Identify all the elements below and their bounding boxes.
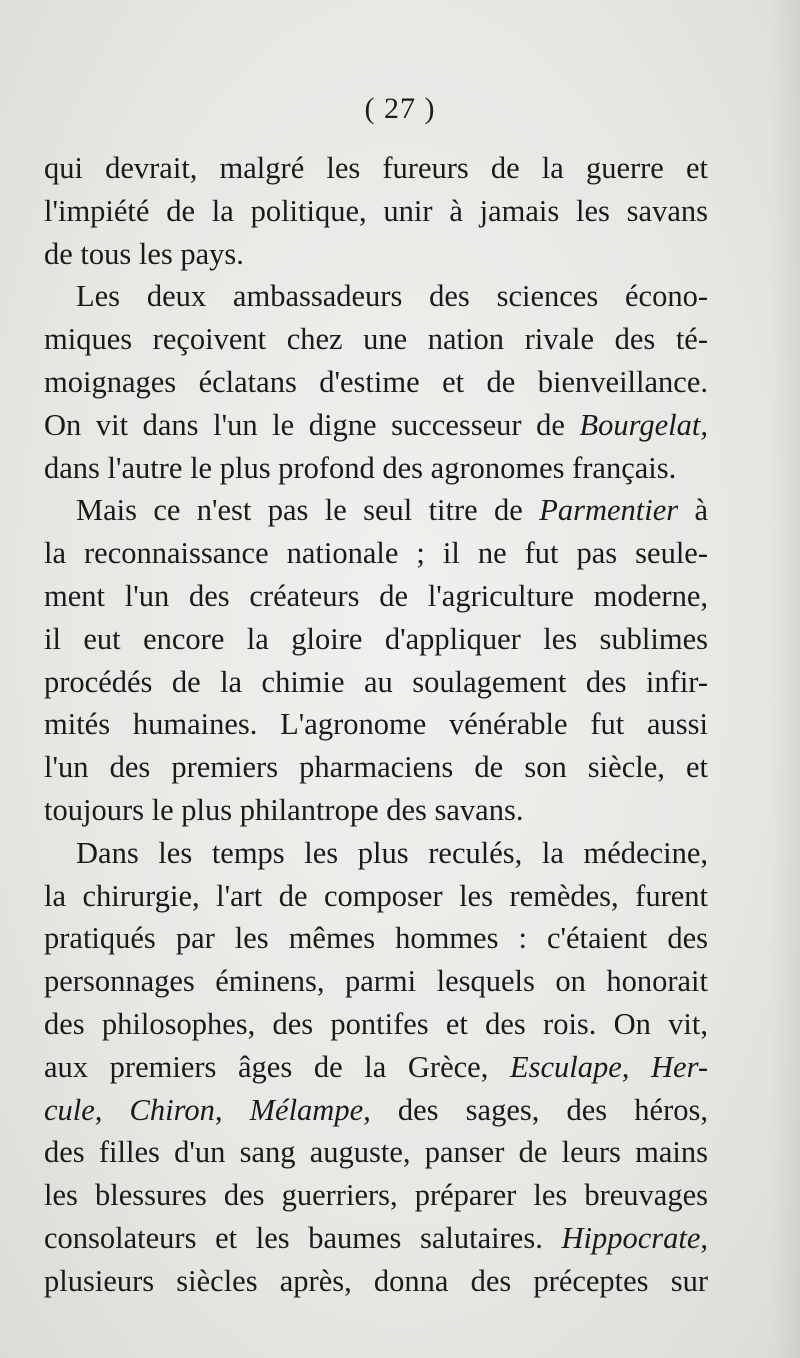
page-number: ( 27 ) [364, 92, 436, 125]
text-line [44, 275, 708, 318]
text-line [44, 361, 708, 404]
text-line [44, 960, 708, 1003]
text-span: toujours le plus philantrope des savans. [44, 792, 524, 827]
text-span: des sages, des héros, [370, 1092, 708, 1127]
text-line [44, 1217, 708, 1260]
italic-text-span: cule, Chiron, Mélampe, [44, 1092, 371, 1127]
text-span: Dans les temps les plus reculés, la médecine, [76, 835, 708, 870]
text-line [44, 1174, 708, 1217]
text-span: l'un des premiers pharmaciens de son siècle, et [44, 750, 708, 785]
text-line [44, 1089, 708, 1132]
text-span: les blessures des guerriers, préparer les breuvages [44, 1178, 708, 1213]
text-span: miques reçoivent chez une nation rivale des té- [44, 322, 708, 357]
text-line [44, 746, 708, 789]
text-span: personnages éminens, parmi lesquels on honorait [44, 964, 708, 999]
text-span: qui devrait, malgré les fureurs de la guerre et [44, 151, 708, 185]
text-line [44, 147, 708, 190]
text-span: il eut encore la gloire d'appliquer les sublimes [44, 621, 708, 656]
text-line [44, 1003, 708, 1046]
text-span: moignages éclatans d'estime et de bienveillance. [44, 364, 708, 399]
page-edge-shadow [770, 0, 800, 1358]
text-line [44, 917, 708, 960]
text-span: ment l'un des créateurs de l'agriculture moderne, [44, 578, 708, 613]
text-line [44, 661, 708, 704]
italic-text-span: Bourgelat, [579, 407, 708, 442]
text-span: On vit dans l'un le digne successeur de [44, 407, 580, 442]
text-line [44, 703, 708, 746]
text-line [44, 1131, 708, 1174]
italic-text-span: Parmentier [539, 493, 679, 528]
text-line [44, 875, 708, 918]
body-text [44, 147, 708, 1303]
text-span: à [678, 493, 708, 528]
text-line [44, 190, 708, 233]
text-span: la chirurgie, l'art de composer les remèdes, furent [44, 878, 708, 913]
text-line [44, 1260, 708, 1303]
text-line [44, 575, 708, 618]
text-line [44, 233, 708, 276]
text-line [44, 489, 708, 532]
text-span: dans l'autre le plus profond des agronomes français. [44, 450, 677, 485]
italic-text-span: Hippocrate, [561, 1220, 708, 1255]
text-span: des filles d'un sang auguste, panser de leurs mains [44, 1135, 708, 1170]
text-span: la reconnaissance nationale ; il ne fut pas seule- [44, 536, 708, 571]
text-span: procédés de la chimie au soulagement des infir- [44, 664, 708, 699]
text-line [44, 404, 708, 447]
text-line [44, 618, 708, 661]
text-span: mités humaines. L'agronome vénérable fut aussi [44, 707, 708, 742]
text-span: l'impiété de la politique, unir à jamais les savans [44, 193, 708, 228]
text-span: de tous les pays. [44, 236, 244, 271]
text-line [44, 447, 708, 490]
text-line [44, 318, 708, 361]
text-span: pratiqués par les mêmes hommes : c'étaient des [44, 921, 708, 956]
text-span: aux premiers âges de la Grèce, [44, 1049, 510, 1084]
italic-text-span: Esculape, Her- [509, 1049, 709, 1084]
text-line [44, 1046, 708, 1089]
text-span: Mais ce n'est pas le seul titre de [76, 493, 540, 528]
text-span: Les deux ambassadeurs des sciences écono- [76, 279, 708, 314]
text-line [44, 832, 708, 875]
text-span: des philosophes, des pontifes et des rois. On vit, [44, 1006, 708, 1041]
text-line [44, 532, 708, 575]
text-span: consolateurs et les baumes salutaires. [44, 1220, 562, 1255]
text-span: plusieurs siècles après, donna des préceptes sur [44, 1263, 708, 1298]
text-line [44, 789, 708, 832]
